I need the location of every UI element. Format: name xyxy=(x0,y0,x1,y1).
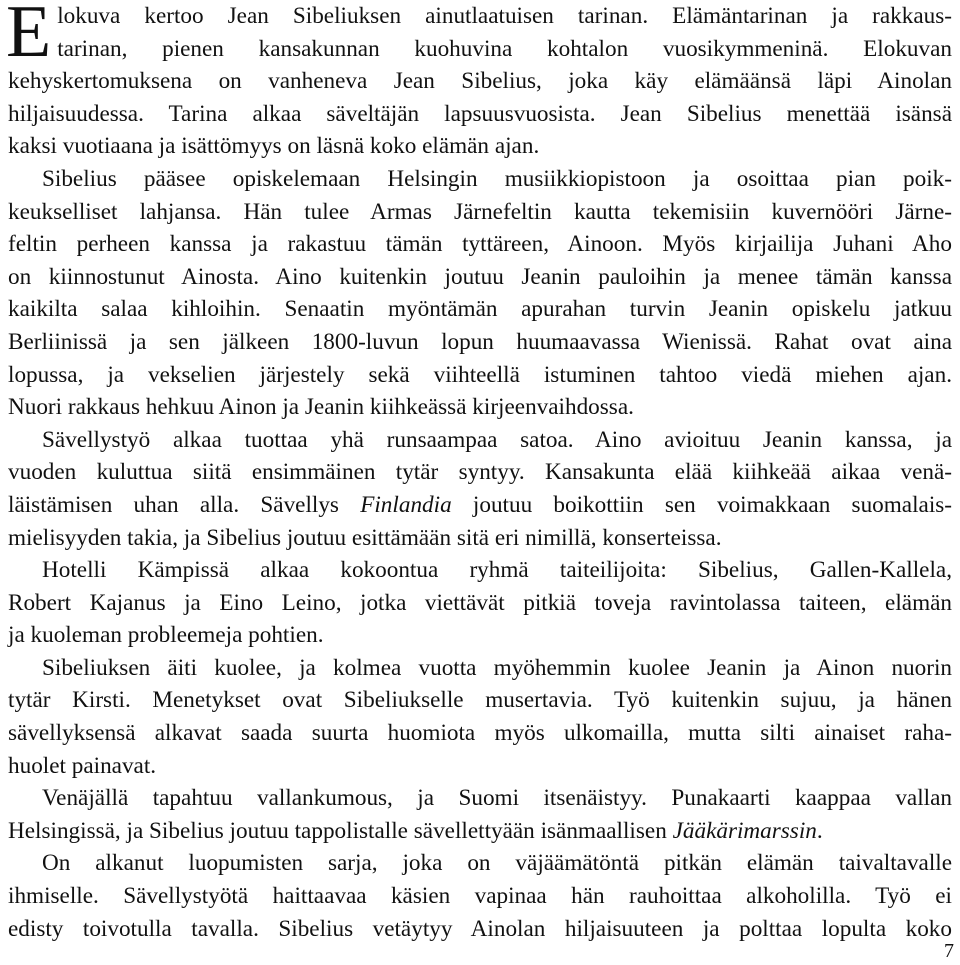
text-line: feltin perheen kanssa ja rakastuu tämän tyttäreen, Ainoon. Myös kirjailija Juhani Aho xyxy=(8,231,952,258)
paragraph-5 xyxy=(8,652,952,782)
text-line: on kiinnostunut Ainosta. Aino kuitenkin joutuu Jeanin pauloihin ja menee tämän kanssa xyxy=(8,263,952,290)
text-line: Berliinissä ja sen jälkeen 1800-luvun lopun huumaavassa Wienissä. Rahat ovat aina xyxy=(8,328,952,355)
text-line: lokuva kertoo Jean Sibeliuksen ainutlaatuisen tarinan. Elämäntarinan ja rakkaus- xyxy=(57,3,952,29)
drop-cap: E xyxy=(6,0,52,73)
text-line: edisty toivotulla tavalla. Sibelius vetäytyy Ainolan hiljaisuuteen ja polttaa lopulta koko xyxy=(8,915,952,942)
paragraph-6 xyxy=(8,782,952,847)
text-line: Sibeliuksen äiti kuolee, ja kolmea vuotta myöhemmin kuolee Jeanin ja Ainon nuorin xyxy=(42,654,952,681)
text-line: mielisyyden takia, ja Sibelius joutuu esittämään sitä eri nimillä, konserteissa. xyxy=(8,524,722,551)
work-title-italic: Jääkärimarssin xyxy=(672,817,817,844)
paragraph-7 xyxy=(8,847,952,945)
paragraph-4 xyxy=(8,554,952,652)
text-line: Robert Kajanus ja Eino Leino, jotka viettävät pitkiä toveja ravintolassa taiteen, elämän xyxy=(8,589,952,616)
text-line: kehyskertomuksena on vanheneva Jean Sibelius, joka käy elämäänsä läpi Ainolan xyxy=(8,68,952,95)
text-line: Sibelius pääsee opiskelemaan Helsingin musiikkiopistoon ja osoittaa pian poik- xyxy=(42,165,952,192)
text-line-with-italic xyxy=(8,815,952,848)
text-line: ihmiselle. Sävellystyötä haittaavaa käsien vapinaa hän rauhoittaa alkoholilla. Työ ei xyxy=(8,883,952,910)
text-line: On alkanut luopumisten sarja, joka on väjäämätöntä pitkän elämän taivaltavalle xyxy=(42,850,952,877)
text-line: tarinan, pienen kansakunnan kuohuvina kohtalon vuosikymmeninä. Elokuvan xyxy=(57,35,952,62)
text-line: lopussa, ja vekselien järjestely sekä viihteellä istuminen tahtoo viedä miehen ajan. xyxy=(8,361,952,388)
work-title-italic: Finlandia xyxy=(360,491,452,518)
paragraph-1 xyxy=(8,0,952,163)
text-line: vuoden kuluttua siitä ensimmäinen tytär syntyy. Kansakunta elää kiihkeää aikaa venä- xyxy=(8,459,952,486)
text-line: Sävellystyö alkaa tuottaa yhä runsaampaa satoa. Aino avioituu Jeanin kanssa, ja xyxy=(42,426,952,453)
text-line: keukselliset lahjansa. Hän tulee Armas Järnefeltin kautta tekemisiin kuvernööri Järne- xyxy=(8,198,952,225)
text-fragment: . xyxy=(816,817,823,844)
text-line: sävellyksensä alkavat saada suurta huomiota myös ulkomailla, mutta silti ainaiset raha- xyxy=(8,720,952,747)
text-line: Nuori rakkaus hehkuu Ainon ja Jeanin kiihkeässä kirjeenvaihdossa. xyxy=(8,394,634,421)
text-line: kaikilta salaa kihloihin. Senaatin myöntämän apurahan turvin Jeanin opiskelu jatkuu xyxy=(8,296,952,323)
page-number: 7 xyxy=(944,940,954,962)
paragraph-2 xyxy=(8,163,952,424)
text-line: Venäjällä tapahtuu vallankumous, ja Suomi itsenäistyy. Punakaarti kaappaa vallan xyxy=(42,785,952,812)
text-line: kaksi vuotiaana ja isättömyys on läsnä koko elämän ajan. xyxy=(8,133,540,160)
text-line-with-italic xyxy=(8,489,952,522)
text-line: ja kuoleman probleemeja pohtien. xyxy=(8,622,324,649)
document-page xyxy=(8,0,952,945)
text-fragment: Helsingissä, ja Sibelius joutuu tappolistalle sävellettyään isänmaallisen xyxy=(8,817,673,844)
text-fragment: läistämisen uhan alla. Sävellys xyxy=(8,491,361,518)
text-line: Hotelli Kämpissä alkaa kokoontua ryhmä taiteilijoita: Sibelius, Gallen-Kallela, xyxy=(42,557,952,584)
text-fragment: joutuu boikottiin sen voimakkaan suomalais- xyxy=(451,491,953,518)
paragraph-3 xyxy=(8,424,952,554)
text-line: hiljaisuudessa. Tarina alkaa säveltäjän lapsuusvuosista. Jean Sibelius menettää isänsä xyxy=(8,100,952,127)
text-line: tytär Kirsti. Menetykset ovat Sibeliukselle musertavia. Työ kuitenkin sujuu, ja hänen xyxy=(8,687,952,714)
text-line: huolet painavat. xyxy=(8,752,157,779)
